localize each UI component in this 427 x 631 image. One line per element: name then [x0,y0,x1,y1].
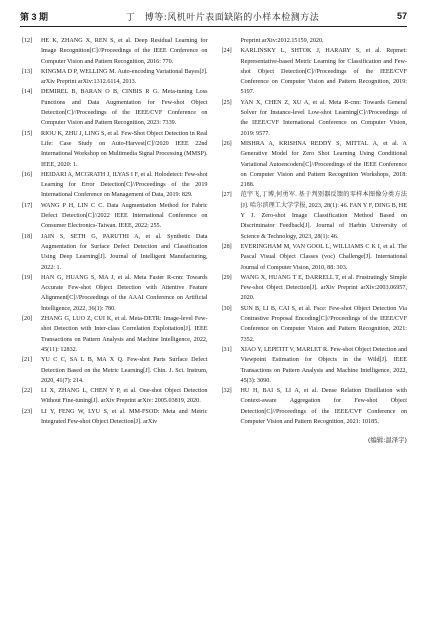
reference-text: KINGMA D P, WELLING M. Auto-encoding Variational Bayes[J]. arXiv Preprint arXiv:1312.6114, 2013. [41,68,208,86]
reference-number: [25] [221,99,232,106]
reference-number: [31] [221,346,232,353]
right-reference-list [222,36,408,427]
reference-text: LI Y, FENG W, LYU S, et al. MM-FSOD: Meta and Metric Integrated Few-shot Object Detection[J]. arXiv [41,408,208,425]
reference-entry [222,139,408,190]
reference-entry [222,98,408,139]
reference-number: [28] [221,243,232,250]
reference-text: HEIDARI A, MCGRATH J, ILYAS I F, et al. Holodetect: Few-shot Learning for Error Detection[C]//Proceedings of the 2019 International Conference on Management of Data, 2019: 829. [41,171,208,199]
reference-entry [22,36,208,67]
running-header [20,6,407,27]
reference-text: WANG X, HUANG T E, DARRELL T, et al. Frustratingly Simple Few-shot Object Detection[J]. arXiv Preprint arXiv:2003.06957, 2020. [240,274,407,302]
reference-number: [23] [22,408,33,415]
reference-text: EVERINGHAM M, VAN GOOL L, WILLIAMS C K I, et al. The Pascal Visual Object Classes (voc) Challenge[J]. International Journal of Computer Vision, 2010, 88: 303. [240,243,407,271]
reference-entry [222,386,408,427]
reference-text: MISHRA A, KRISHNA REDDY S, MITTAL A, et al. A Generative Model for Zero Shot Learning Using Conditional Variational Autoencoders[C]//Proceedings of the IEEE Conference on Computer Vision and Pattern Recognition Workshops, 2018: 2188. [240,140,407,189]
reference-number [222,36,241,46]
reference-text: SUN B, LI B, CAI S, et al. Fsce: Few-shot Object Detection Via Contrastive Proposal Encoding[C]//Proceedings of the IEEE/CVF Conference on Computer Vision and Pattern Recognition, 2021: 7352. [240,305,407,343]
reference-columns [22,36,407,623]
reference-text: KARLINSKY L, SHTOK J, HARARY S, et al. Repmet: Representative-based Metric Learning for Classification and Few-shot Object Detection[C]//Proceedings of the IEEE/CVF Conference on Computer Vision and Pattern Recognition, 2019: 5197. [240,48,407,96]
reference-entry [22,355,208,386]
reference-number: [26] [221,140,232,147]
reference-entry [222,304,408,345]
reference-entry [222,242,408,273]
reference-text: 范宇飞,丁博,何勇军. 基于判别器反馈的零样本图像分类方法[J]. 哈尔滨理工大学学报, 2023, 28(1): 46. FAN Y F, DING B, HE Y J. Zero-shot Image Classification Method Based on Discriminator Feedback[J]. Journal of Harbin University of Science & Technology, 2023, 28(1): 46. [240,192,407,240]
reference-number: [15] [22,130,33,137]
reference-number: [20] [22,316,33,323]
reference-text: HU H, BAI S, LI A, et al. Dense Relation Distillation with Context-aware Aggregation for Few-shot Object Detection[C]//Proceedings of the IEEE/CVF Conference on Computer Vision and Pattern Recognition, 2021: 10185. [240,388,407,425]
issue-number: 第 3 期 [20,11,49,22]
reference-text: YU C C, SA L B, MA X Q. Few-shot Parts Surface Defect Detection Based on the Metric Learning[J]. Chin. J. Sci. Instrum, 2020, 41(7): 214. [41,357,208,384]
reference-number: [27] [221,192,232,199]
reference-number: [32] [221,388,232,395]
reference-entry [22,273,208,314]
reference-text: DEMIREL B, BARAN O B, CINBIS R G. Meta-tuning Loss Functions and Data Augmentation for Few-shot Object Detection[C]//Proceedings of the IEEE/CVF Conference on Computer Vision and Pattern Recognition, 2023: 7339. [41,89,208,127]
reference-entry [222,273,408,304]
reference-entry [22,407,208,428]
reference-entry [222,36,408,46]
reference-text: HAN G, HUANG S, MA J, et al. Meta Faster R-cnn: Towards Accurate Few-shot Object Detection with Attentive Feature Alignment[C]//Proceedings of the AAAI Conference on Artificial Intelligence, 2022, 36(1): 780. [41,274,208,312]
reference-text: JAIN S, SETH G, PARUTHI A, et al. Synthetic Data Augmentation for Surface Defect Detection and Classification Using Deep Learning[J]. Journal of Intelligent Manufacturing, 2022: 1. [41,233,208,271]
reference-number: [22] [22,388,33,395]
left-column [22,36,208,623]
reference-text: LI X, ZHANG L, CHEN Y P, et al. One-shot Object Detection Without Fine-tuning[J]. arXiv Preprint arXiv: 2005.03819, 2020. [41,388,208,405]
reference-entry [22,170,208,201]
reference-entry [22,129,208,170]
page-number: 57 [396,11,407,21]
reference-number: [18] [22,233,33,240]
reference-text: YAN X, CHEN Z, XU A, et al. Meta R-cnn: Towards General Solver for Instance-level Low-shot Learning[C]//Proceedings of the IEEE/CVF International Conference on Computer Vision, 2019: 9577. [240,99,407,137]
reference-entry [22,386,208,407]
reference-entry [222,190,408,241]
reference-text: ZHANG G, LUO Z, CUI K, et al. Meta-DETR: Image-level Few-shot Detection with Inter-class Correlation Exploitation[J]. IEEE Transactions on Pattern Analysis and Machine Intelligence, 2022, 45(11): 12832. [41,316,208,353]
reference-number: [17] [22,202,33,209]
reference-number: [13] [22,68,33,75]
reference-text: XIAO Y, LEPETIT V, MARLET R. Few-shot Object Detection and Viewpoint Estimation for Objects in the Wild[J]. IEEE Transactions on Pattern Analysis and Machine Intelligence, 2022, 45(3): 3090. [240,346,407,384]
reference-text: HE K, ZHANG X, REN S, et al. Deep Residual Learning for Image Recognition[C]//Proceedings of the IEEE Conference on Computer Vision and Pattern Recognition, 2016: 770. [41,38,208,65]
reference-entry [22,201,208,232]
reference-entry [22,232,208,273]
reference-entry [222,46,408,97]
reference-number: [19] [22,274,33,281]
reference-number: [12] [22,38,33,44]
editor-note: (编辑:温泽宇) [367,436,407,445]
reference-entry [22,87,208,128]
reference-number: [14] [22,89,33,96]
reference-text: RIOU K, ZHU J, LING S, et al. Few-Shot Object Detection in Real Life: Case Study on Auto-Harvest[C]//2020 IEEE 22nd International Workshop on Multimedia Signal Processing (MMSP). IEEE, 2020: 1. [41,130,208,168]
reference-number: [29] [221,274,232,281]
reference-entry [22,67,208,88]
reference-number: [24] [221,48,232,55]
reference-text: WANG P H, LIN C C. Data Augmentation Method for Fabric Defect Detection[C]//2022 IEEE International Conference on Consumer Electronics-Taiwan. IEEE, 2022: 255. [41,202,208,230]
reference-number: [30] [221,305,232,312]
reference-entry [22,314,208,355]
right-column [222,36,408,623]
reference-number: [16] [22,171,33,178]
reference-number: [21] [22,357,33,364]
running-title: 丁 博等:风机叶片表面缺陷的小样本检测方法 [125,12,320,23]
reference-text: Preprint arXiv:2012.15159, 2020. [240,38,324,44]
reference-entry [222,345,408,386]
